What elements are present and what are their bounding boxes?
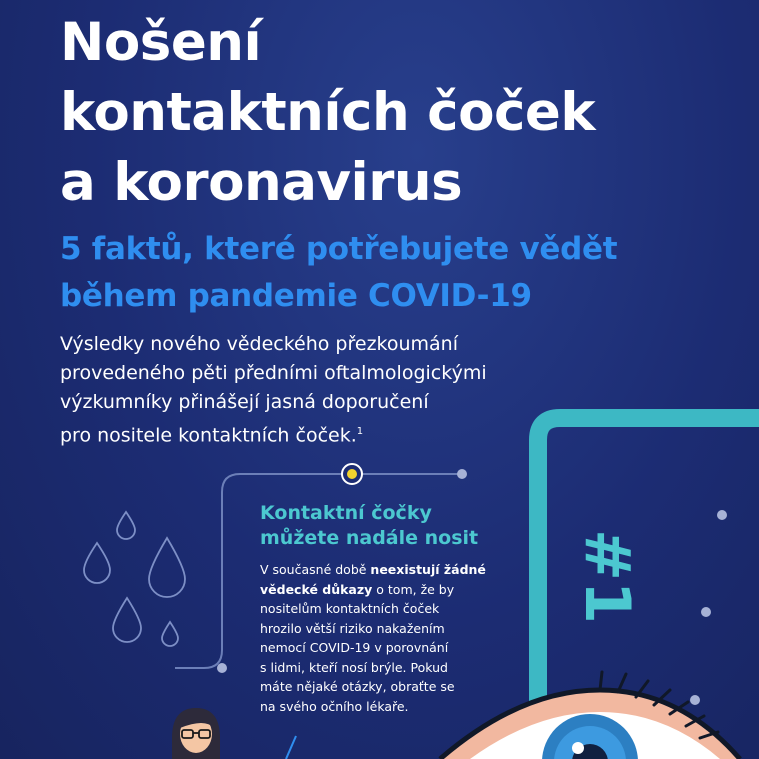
timeline-dot	[217, 663, 227, 673]
intro-line: výzkumníky přinášejí jasná doporučení	[60, 391, 429, 413]
fact-text-segment: V současné době	[260, 562, 371, 577]
page-subtitle	[60, 226, 750, 320]
intro-line: provedeného pěti předními oftalmologickými	[60, 362, 487, 384]
fact-body	[260, 560, 510, 716]
fact-heading-line: můžete nadále nosit	[260, 527, 479, 549]
title-line: kontaktních čoček	[60, 82, 596, 143]
fact-text-emphasis: vědecké důkazy	[260, 581, 373, 597]
subtitle-line: během pandemie COVID-19	[60, 278, 532, 314]
fact-number: #1	[571, 528, 645, 625]
fact-body-line: s lidmi, kteří nosí brýle. Pokud	[260, 659, 448, 675]
fact-body-line: nemocí COVID-19 v porovnání	[260, 640, 449, 655]
fact-body-line: hrozilo větší riziko nakažením	[260, 620, 445, 636]
fact-heading	[260, 501, 540, 551]
fact-body-line	[260, 580, 510, 600]
footnote-marker: 1	[356, 426, 364, 437]
intro-line: Výsledky nového vědeckého přezkoumání	[60, 333, 459, 355]
page-title	[60, 8, 750, 218]
timeline-dot	[701, 607, 711, 617]
intro-line	[60, 417, 580, 450]
fact-text-segment: o tom, že by	[372, 581, 455, 597]
title-line: Nošení	[60, 12, 262, 73]
intro-line-text: pro nositele kontaktních čoček.	[60, 424, 357, 447]
fact-heading-line: Kontaktní čočky	[260, 502, 432, 524]
drop-icon	[84, 512, 185, 646]
title-line: a koronavirus	[60, 152, 463, 213]
intro-paragraph	[60, 330, 580, 450]
fact-body-line: máte nějaké otázky, obraťte se	[260, 679, 455, 694]
timeline-dot	[690, 695, 700, 705]
fact-body-line: na svého očního lékaře.	[260, 698, 409, 714]
fact-text-emphasis: neexistují žádné	[370, 562, 486, 577]
timeline-dot	[457, 469, 467, 479]
subtitle-line: 5 faktů, které potřebujete vědět	[60, 231, 618, 267]
doctor-icon	[172, 708, 220, 759]
fact-body-line: nositelům kontaktních čoček	[260, 601, 440, 616]
timeline-dot	[717, 510, 727, 520]
fact-body-line	[260, 560, 510, 580]
